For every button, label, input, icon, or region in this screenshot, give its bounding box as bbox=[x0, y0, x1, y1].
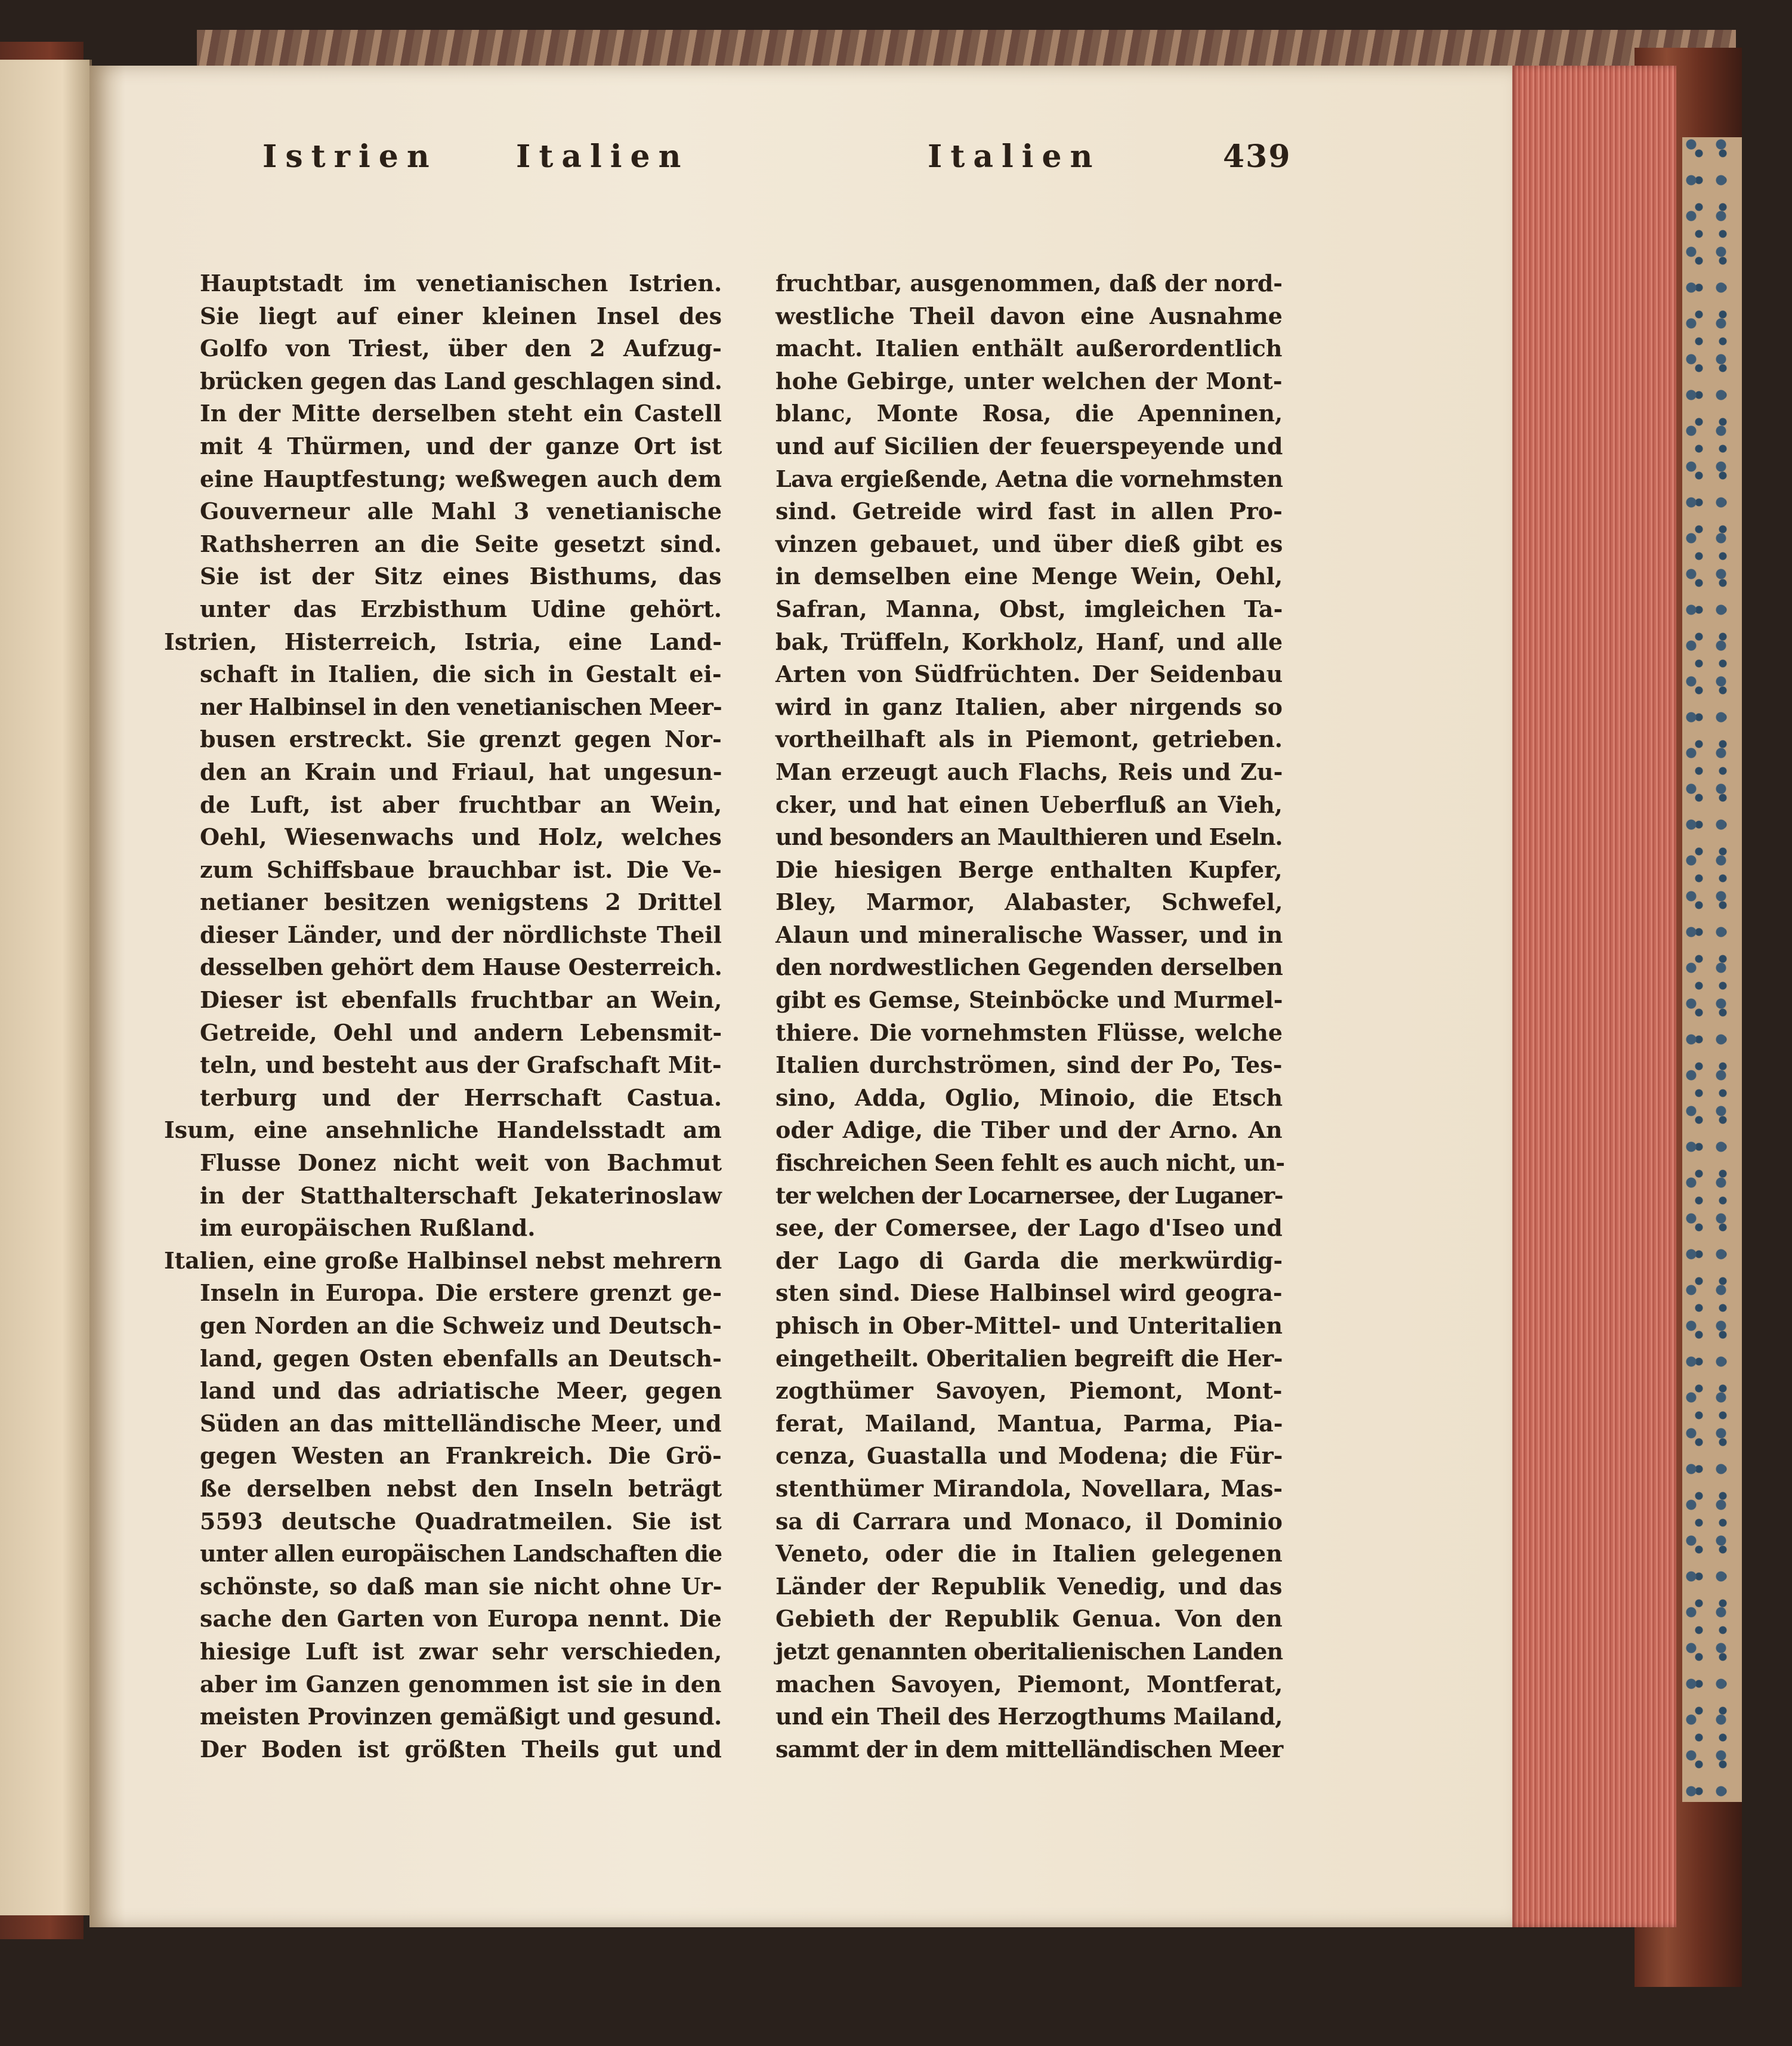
text-line: Rathsherren an die Seite gesetzt sind. bbox=[200, 530, 722, 557]
text-line: busen erstreckt. Sie grenzt gegen Nor- bbox=[200, 726, 722, 753]
text-line: 5593 deutsche Quadratmeilen. Sie ist bbox=[200, 1507, 722, 1535]
text-line: Länder der Republik Venedig, und das bbox=[775, 1572, 1283, 1600]
text-line: cker, und hat einen Ueberfluß an Vieh, bbox=[775, 791, 1283, 818]
text-line: land, gegen Osten ebenfalls an Deutsch- bbox=[200, 1344, 722, 1372]
text-line: thiere. Die vornehmsten Flüsse, welche bbox=[775, 1019, 1283, 1046]
text-line: Dieser ist ebenfalls fruchtbar an Wein, bbox=[200, 986, 722, 1014]
red-page-edges bbox=[1509, 66, 1676, 1927]
text-line: sten sind. Diese Halbinsel wird geogra- bbox=[775, 1279, 1283, 1307]
text-line: unter das Erzbisthum Udine gehört. bbox=[200, 595, 722, 622]
running-head-istrien: Istrien bbox=[262, 138, 438, 175]
text-line: zogthümer Savoyen, Piemont, Mont- bbox=[775, 1377, 1283, 1405]
text-line: unter allen europäischen Landschaften die bbox=[200, 1540, 722, 1567]
text-line: vortheilhaft als in Piemont, getrieben. bbox=[775, 726, 1283, 753]
text-line: eingetheilt. Oberitalien begreift die Her- bbox=[775, 1344, 1283, 1372]
text-line: Italien, eine große Halbinsel nebst mehrern bbox=[164, 1246, 722, 1274]
text-line: brücken gegen das Land geschlagen sind. bbox=[200, 367, 722, 394]
text-line: teln, und besteht aus der Grafschaft Mit- bbox=[200, 1051, 722, 1079]
text-line: in demselben eine Menge Wein, Oehl, bbox=[775, 563, 1283, 590]
text-line: In der Mitte derselben steht ein Castell bbox=[200, 400, 722, 427]
text-line: Die hiesigen Berge enthalten Kupfer, bbox=[775, 856, 1283, 883]
text-line: ter welchen der Locarnersee, der Luganer- bbox=[775, 1181, 1283, 1209]
text-line: mit 4 Thürmen, und der ganze Ort ist bbox=[200, 432, 722, 459]
text-line: Veneto, oder die in Italien gelegenen bbox=[775, 1540, 1283, 1567]
left-page-fragment bbox=[0, 60, 92, 1915]
text-line: schaft in Italien, die sich in Gestalt ei- bbox=[200, 661, 722, 688]
text-line: sache den Garten von Europa nennt. Die bbox=[200, 1605, 722, 1633]
text-line: den an Krain und Friaul, hat ungesun- bbox=[200, 758, 722, 785]
text-line: den nordwestlichen Gegenden derselben bbox=[775, 953, 1283, 981]
text-line: westliche Theil davon eine Ausnahme bbox=[775, 302, 1283, 329]
text-line: Istrien, Histerreich, Istria, eine Land- bbox=[164, 628, 722, 655]
text-line: dieser Länder, und der nördlichste Theil bbox=[200, 921, 722, 948]
text-line: desselben gehört dem Hause Oesterreich. bbox=[200, 953, 722, 981]
text-line: ße derselben nebst den Inseln beträgt bbox=[200, 1474, 722, 1502]
text-line: gegen Westen an Frankreich. Die Grö- bbox=[200, 1442, 722, 1470]
text-line: Sie ist der Sitz eines Bisthums, das bbox=[200, 563, 722, 590]
text-line: stenthümer Mirandola, Novellara, Mas- bbox=[775, 1474, 1283, 1502]
text-line: und auf Sicilien der feuerspeyende und bbox=[775, 432, 1283, 459]
text-line: Arten von Südfrüchten. Der Seidenbau bbox=[775, 661, 1283, 688]
text-line: eine Hauptfestung; weßwegen auch dem bbox=[200, 465, 722, 492]
text-line: blanc, Monte Rosa, die Apenninen, bbox=[775, 400, 1283, 427]
page-number: 439 bbox=[1223, 138, 1292, 175]
text-line: cenza, Guastalla und Modena; die Für- bbox=[775, 1442, 1283, 1470]
text-line: see, der Comersee, der Lago d'Iseo und bbox=[775, 1214, 1283, 1242]
text-line: Alaun und mineralische Wasser, und in bbox=[775, 921, 1283, 948]
text-line: aber im Ganzen genommen ist sie in den bbox=[200, 1670, 722, 1698]
text-line: Gebieth der Republik Genua. Von den bbox=[775, 1605, 1283, 1633]
text-line: Der Boden ist größten Theils gut und bbox=[200, 1735, 722, 1763]
text-line: terburg und der Herrschaft Castua. bbox=[200, 1084, 722, 1111]
text-line: Safran, Manna, Obst, imgleichen Ta- bbox=[775, 595, 1283, 622]
left-text-column bbox=[164, 267, 722, 1766]
text-line: hohe Gebirge, unter welchen der Mont- bbox=[775, 367, 1283, 394]
text-line: sino, Adda, Oglio, Minoio, die Etsch bbox=[775, 1084, 1283, 1111]
text-line: in der Statthalterschaft Jekaterinoslaw bbox=[200, 1181, 722, 1209]
text-line: Sie liegt auf einer kleinen Insel des bbox=[200, 302, 722, 329]
running-head-italien-right: Italien bbox=[928, 138, 1101, 175]
text-line: gibt es Gemse, Steinböcke und Murmel- bbox=[775, 986, 1283, 1014]
text-line: Man erzeugt auch Flachs, Reis und Zu- bbox=[775, 758, 1283, 785]
text-line: Getreide, Oehl und andern Lebensmit- bbox=[200, 1019, 722, 1046]
text-line: bak, Trüffeln, Korkholz, Hanf, und alle bbox=[775, 628, 1283, 655]
text-line: Oehl, Wiesenwachs und Holz, welches bbox=[200, 823, 722, 851]
text-line: im europäischen Rußland. bbox=[200, 1214, 536, 1242]
text-line: Golfo von Triest, über den 2 Aufzug- bbox=[200, 335, 722, 362]
text-line: meisten Provinzen gemäßigt und gesund. bbox=[200, 1703, 722, 1730]
text-line: Bley, Marmor, Alabaster, Schwefel, bbox=[775, 888, 1283, 916]
text-line: sammt der in dem mittelländischen Meer bbox=[775, 1735, 1283, 1763]
text-line: macht. Italien enthält außerordentlich bbox=[775, 335, 1283, 362]
text-line: schönste, so daß man sie nicht ohne Ur- bbox=[200, 1572, 722, 1600]
text-line: jetzt genannten oberitalienischen Landen bbox=[775, 1637, 1283, 1665]
text-line: ner Halbinsel in den venetianischen Meer- bbox=[200, 693, 722, 720]
text-line: Lava ergießende, Aetna die vornehmsten bbox=[775, 465, 1283, 492]
text-line: machen Savoyen, Piemont, Montferat, bbox=[775, 1670, 1283, 1698]
right-text-column bbox=[775, 267, 1283, 1766]
text-line: de Luft, ist aber fruchtbar an Wein, bbox=[200, 791, 722, 818]
text-line: netianer besitzen wenigstens 2 Drittel bbox=[200, 888, 722, 916]
text-line: Gouverneur alle Mahl 3 venetianische bbox=[200, 498, 722, 525]
text-line: Süden an das mittelländische Meer, und bbox=[200, 1409, 722, 1437]
text-line: und ein Theil des Herzogthums Mailand, bbox=[775, 1703, 1283, 1730]
text-line: phisch in Ober-Mittel- und Unteritalien bbox=[775, 1312, 1283, 1339]
text-line: zum Schiffsbaue brauchbar ist. Die Ve- bbox=[200, 856, 722, 883]
text-line: fischreichen Seen fehlt es auch nicht, un- bbox=[775, 1149, 1285, 1177]
text-line: wird in ganz Italien, aber nirgends so bbox=[775, 693, 1283, 720]
text-line: sind. Getreide wird fast in allen Pro- bbox=[775, 498, 1283, 525]
text-line: land und das adriatische Meer, gegen bbox=[200, 1377, 722, 1405]
text-line: Inseln in Europa. Die erstere grenzt ge- bbox=[200, 1279, 722, 1307]
text-line: fruchtbar, ausgenommen, daß der nord- bbox=[775, 270, 1283, 297]
text-line: Flusse Donez nicht weit von Bachmut bbox=[200, 1149, 722, 1177]
text-line: sa di Carrara und Monaco, il Dominio bbox=[775, 1507, 1283, 1535]
text-line: ferat, Mailand, Mantua, Parma, Pia- bbox=[775, 1409, 1283, 1437]
text-line: Italien durchströmen, sind der Po, Tes- bbox=[775, 1051, 1283, 1079]
text-line: oder Adige, die Tiber und der Arno. An bbox=[775, 1116, 1283, 1144]
marbled-cover-strip bbox=[1682, 137, 1742, 1802]
text-line: hiesige Luft ist zwar sehr verschieden, bbox=[200, 1637, 722, 1665]
text-line: und besonders an Maulthieren und Eseln. bbox=[775, 823, 1283, 851]
text-line: gen Norden an die Schweiz und Deutsch- bbox=[200, 1312, 722, 1339]
text-line: vinzen gebauet, und über dieß gibt es bbox=[775, 530, 1283, 557]
running-head-italien-left: Italien bbox=[516, 138, 690, 175]
text-line: Hauptstadt im venetianischen Istrien. bbox=[200, 270, 722, 297]
text-line: Isum, eine ansehnliche Handelsstadt am bbox=[164, 1116, 722, 1144]
text-line: der Lago di Garda die merkwürdig- bbox=[775, 1246, 1283, 1274]
